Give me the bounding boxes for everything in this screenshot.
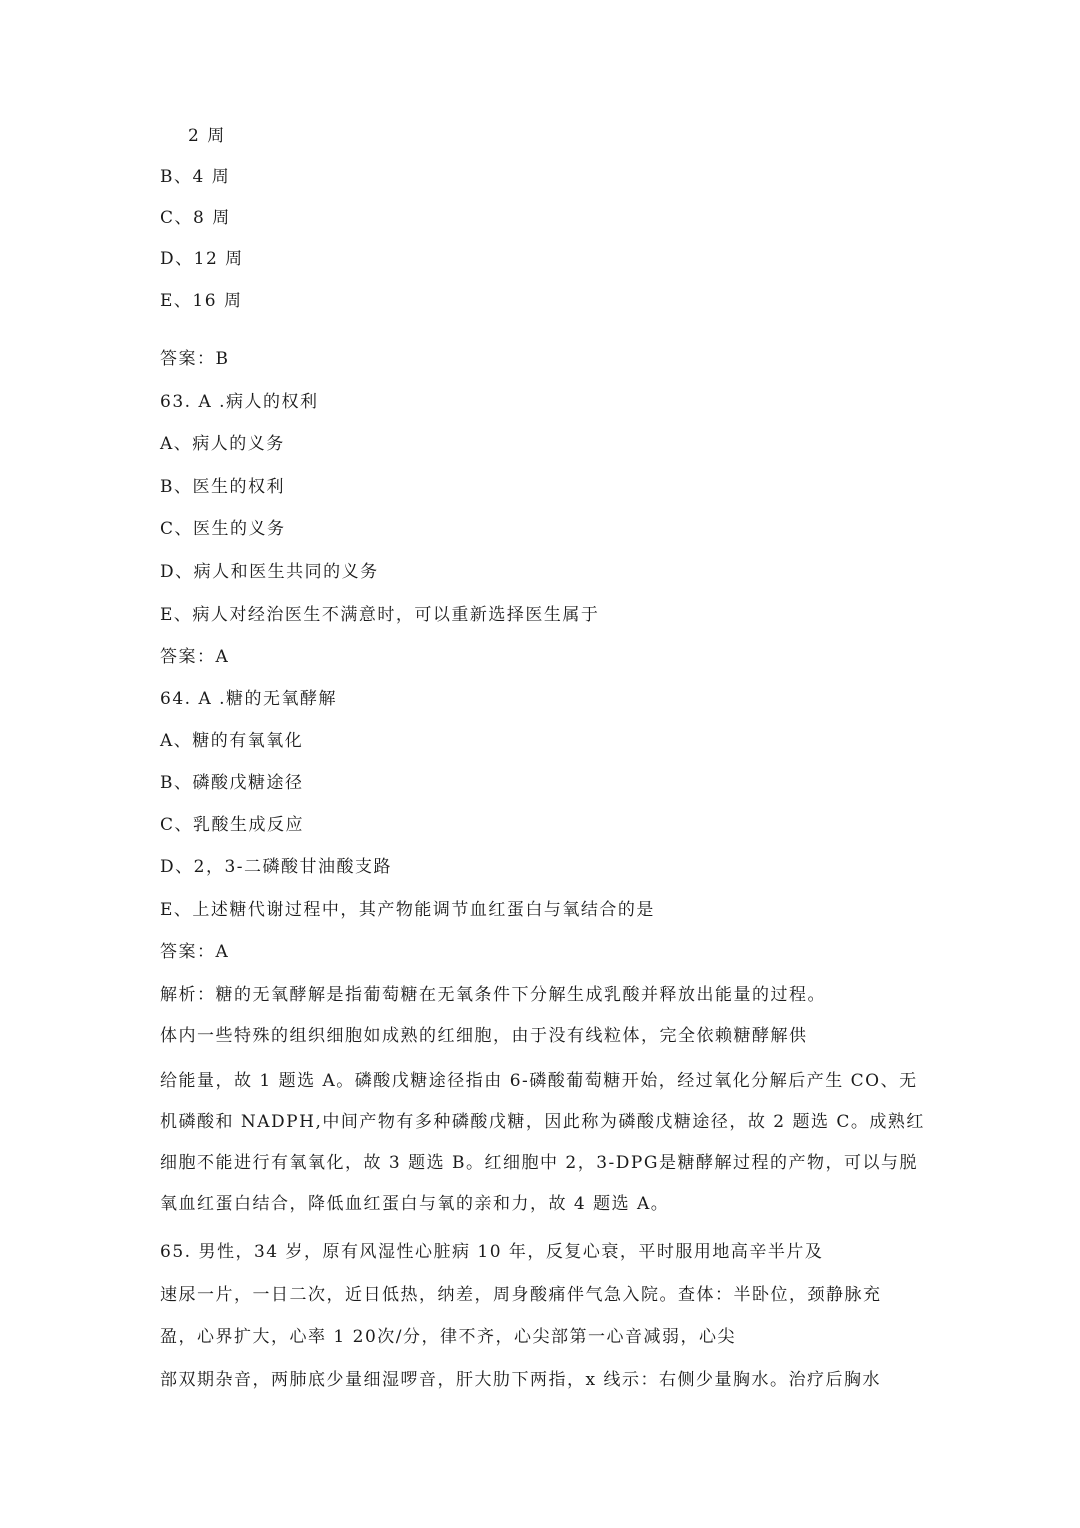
q64-option-e: E、上述糖代谢过程中，其产物能调节血红蛋白与氧结合的是 (160, 900, 655, 920)
q64-option-b: B、磷酸戊糖途径 (160, 773, 304, 793)
option-a-continued: 2 周 (188, 126, 226, 146)
q63-answer: 答案：A (160, 647, 230, 667)
q63-option-c: C、医生的义务 (160, 519, 286, 539)
q64-stem: 64. A .糖的无氧酵解 (160, 689, 338, 709)
q63-option-e: E、病人对经治医生不满意时，可以重新选择医生属于 (160, 605, 600, 625)
q64-option-c: C、乳酸生成反应 (160, 815, 305, 835)
q63-option-d: D、病人和医生共同的义务 (160, 562, 379, 582)
explanation-line-2: 体内一些特殊的组织细胞如成熟的红细胞，由于没有线粒体，完全依赖糖酵解供 (160, 1026, 808, 1046)
q63-option-b: B、医生的权利 (160, 477, 285, 497)
q65-stem-line-3: 盈，心界扩大，心率 1 20次/分，律不齐，心尖部第一心音减弱，心尖 (160, 1327, 736, 1347)
q64-option-d: D、2，3-二磷酸甘油酸支路 (160, 857, 393, 877)
q65-stem-line-1: 65. 男性，34 岁，原有风湿性心脏病 10 年，反复心衰，平时服用地高辛半片及 (160, 1242, 824, 1262)
q62-option-b: B、4 周 (160, 167, 231, 187)
q62-option-c: C、8 周 (160, 208, 231, 228)
explanation-line-4: 机磷酸和 NADPH,中间产物有多种磷酸戊糖，因此称为磷酸戊糖途径，故 2 题选 C。成熟红 (160, 1112, 925, 1132)
q62-answer: 答案：B (160, 349, 230, 369)
explanation-line-6: 氧血红蛋白结合，降低血红蛋白与氧的亲和力，故 4 题选 A。 (160, 1194, 670, 1214)
explanation-line-1: 解析：糖的无氧酵解是指葡萄糖在无氧条件下分解生成乳酸并释放出能量的过程。 (160, 985, 826, 1005)
q62-option-d: D、12 周 (160, 249, 244, 269)
q63-stem: 63. A .病人的权利 (160, 392, 319, 412)
q64-option-a: A、糖的有氧氧化 (160, 731, 304, 751)
explanation-line-3: 给能量，故 1 题选 A。磷酸戊糖途径指由 6-磷酸葡萄糖开始，经过氧化分解后产生 CO、无 (160, 1071, 918, 1091)
explanation-line-5: 细胞不能进行有氧氧化，故 3 题选 B。红细胞中 2，3-DPG是糖酵解过程的产物，可以与脱 (160, 1153, 918, 1173)
q65-stem-line-4: 部双期杂音，两肺底少量细湿啰音，肝大肋下两指，x 线示：右侧少量胸水。治疗后胸水 (160, 1370, 881, 1390)
q62-option-e: E、16 周 (160, 291, 243, 311)
q63-option-a: A、病人的义务 (160, 434, 285, 454)
q65-stem-line-2: 速尿一片，一日二次，近日低热，纳差，周身酸痛伴气急入院。查体：半卧位，颈静脉充 (160, 1285, 882, 1305)
q64-answer: 答案：A (160, 942, 230, 962)
